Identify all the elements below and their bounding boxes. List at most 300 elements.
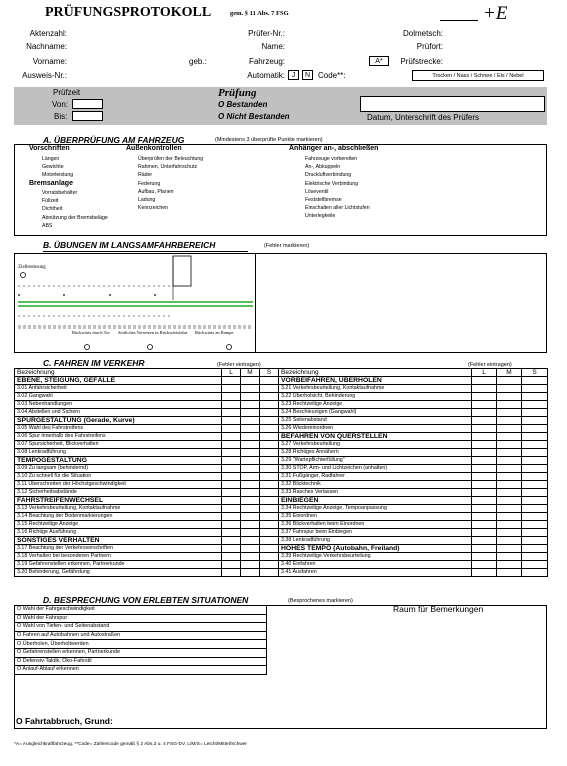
row-heading: SONSTIGES VERHALTEN bbox=[15, 537, 222, 545]
error-cell[interactable] bbox=[472, 545, 497, 553]
error-cell[interactable] bbox=[241, 465, 260, 473]
error-cell[interactable] bbox=[522, 425, 548, 433]
error-cell[interactable] bbox=[222, 401, 241, 409]
discussion-row[interactable] bbox=[15, 648, 267, 657]
label-nachname: Nachname: bbox=[26, 42, 67, 51]
error-cell[interactable] bbox=[260, 489, 279, 497]
von-input[interactable] bbox=[72, 99, 103, 109]
error-cell[interactable] bbox=[522, 441, 548, 449]
table-row bbox=[15, 561, 548, 569]
error-cell[interactable] bbox=[472, 409, 497, 417]
form-title: PRÜFUNGSPROTOKOLL bbox=[45, 5, 212, 20]
discussion-item[interactable]: O Wahl von Tiefen- und Seitenabstand bbox=[15, 623, 267, 632]
error-cell[interactable] bbox=[260, 409, 279, 417]
row-label: 3.29 "Wartepflichterfüllung" bbox=[279, 457, 472, 465]
section-b-title: B. ÜBUNGEN IM LANGSAMFAHRBEREICH bbox=[43, 240, 216, 250]
anhaenger-list bbox=[305, 155, 370, 221]
row-label: 3.24 Beschleunigen (Gangwahl) bbox=[279, 409, 472, 417]
discussion-item[interactable]: O Gefahrenstellen erkennen, Partnerkunde bbox=[15, 648, 267, 657]
row-label: 3.40 Einfahren bbox=[279, 561, 472, 569]
error-cell[interactable] bbox=[260, 529, 279, 537]
error-cell[interactable] bbox=[260, 377, 279, 385]
error-cell[interactable] bbox=[241, 537, 260, 545]
error-cell[interactable] bbox=[260, 465, 279, 473]
error-cell[interactable] bbox=[260, 457, 279, 465]
row-label: 3.02 Gangwahl bbox=[15, 393, 222, 401]
error-cell[interactable] bbox=[522, 409, 548, 417]
row-label: 3.10 Zu schnell für die Situation bbox=[15, 473, 222, 481]
error-cell[interactable] bbox=[472, 449, 497, 457]
error-cell[interactable] bbox=[260, 433, 279, 441]
error-cell[interactable] bbox=[522, 393, 548, 401]
row-heading: EINBIEGEN bbox=[279, 497, 472, 505]
table-row bbox=[15, 385, 548, 393]
error-cell[interactable] bbox=[497, 473, 522, 481]
check-item[interactable]: Löseventil bbox=[305, 188, 329, 195]
table-header-row bbox=[15, 369, 548, 377]
discussion-row[interactable] bbox=[15, 657, 267, 666]
row-heading: HOHES TEMPO (Autobahn, Freiland) bbox=[279, 545, 472, 553]
error-cell[interactable] bbox=[222, 473, 241, 481]
option-fahrtabbruch[interactable]: O Fahrtabbruch, Grund: bbox=[16, 716, 113, 726]
error-cell[interactable] bbox=[497, 497, 522, 505]
label-dolmetsch: Dolmetsch: bbox=[402, 29, 443, 38]
table-row bbox=[15, 481, 548, 489]
error-cell[interactable] bbox=[260, 473, 279, 481]
error-cell[interactable] bbox=[522, 561, 548, 569]
check-item[interactable]: Elektrische Verbindung bbox=[305, 180, 359, 187]
error-cell[interactable] bbox=[222, 545, 241, 553]
error-cell[interactable] bbox=[497, 417, 522, 425]
error-cell[interactable] bbox=[472, 385, 497, 393]
table-row bbox=[15, 521, 548, 529]
error-cell[interactable] bbox=[497, 529, 522, 537]
error-cell[interactable] bbox=[222, 449, 241, 457]
error-cell[interactable] bbox=[260, 521, 279, 529]
error-cell[interactable] bbox=[222, 385, 241, 393]
error-cell[interactable] bbox=[222, 569, 241, 577]
row-label: 3.20 Behinderung, Gefährdung bbox=[15, 569, 222, 577]
pylon-marker-2 bbox=[109, 294, 111, 296]
error-cell[interactable] bbox=[260, 513, 279, 521]
error-cell[interactable] bbox=[222, 505, 241, 513]
error-cell[interactable] bbox=[241, 505, 260, 513]
row-label: 3.11 Überschreiten der Höchstgeschwindigkeit bbox=[15, 481, 222, 489]
row-label: 3.25 Seitenabstand bbox=[279, 417, 472, 425]
discussion-item[interactable]: O Überholen, Überholtwerden bbox=[15, 640, 267, 649]
error-cell[interactable] bbox=[472, 393, 497, 401]
error-cell[interactable] bbox=[497, 393, 522, 401]
error-cell[interactable] bbox=[222, 489, 241, 497]
error-cell[interactable] bbox=[260, 497, 279, 505]
error-cell[interactable] bbox=[472, 489, 497, 497]
error-cell[interactable] bbox=[241, 417, 260, 425]
error-cell[interactable] bbox=[260, 569, 279, 577]
error-cell[interactable] bbox=[497, 401, 522, 409]
error-cell[interactable] bbox=[260, 425, 279, 433]
error-cell[interactable] bbox=[241, 425, 260, 433]
error-cell[interactable] bbox=[222, 465, 241, 473]
error-cell[interactable] bbox=[497, 433, 522, 441]
row-label: 3.36 Blickverhalten beim Einordnen bbox=[279, 521, 472, 529]
error-cell[interactable] bbox=[260, 449, 279, 457]
error-cell[interactable] bbox=[522, 505, 548, 513]
error-cell[interactable] bbox=[241, 489, 260, 497]
row-label: 3.41 Ausfahren bbox=[279, 569, 472, 577]
error-cell[interactable] bbox=[472, 505, 497, 513]
row-label: 3.17 Beachtung der Verkehrsvorschriften bbox=[15, 545, 222, 553]
error-cell[interactable] bbox=[241, 449, 260, 457]
discussion-row[interactable] bbox=[15, 614, 267, 623]
row-label: 3.19 Gefahrenstellen erkennen, Partnerkunde bbox=[15, 561, 222, 569]
check-item[interactable]: Federung bbox=[138, 180, 161, 187]
row-label: 3.34 Rechtzeitige Anzeige, Tempoanpassung bbox=[279, 505, 472, 513]
signature-box[interactable] bbox=[360, 96, 545, 112]
section-b-underline bbox=[43, 251, 248, 252]
error-cell[interactable] bbox=[522, 401, 548, 409]
error-cell[interactable] bbox=[472, 569, 497, 577]
error-cell[interactable] bbox=[497, 465, 522, 473]
weather-conditions-box[interactable]: Trocken / Nass / Schnee / Eis / Nebel bbox=[412, 70, 544, 81]
error-cell[interactable] bbox=[497, 505, 522, 513]
check-item[interactable]: An-, Abkuppeln bbox=[305, 164, 341, 171]
error-cell[interactable] bbox=[497, 449, 522, 457]
error-cell[interactable] bbox=[472, 417, 497, 425]
row-label: 3.01 Anfahrsicherheit bbox=[15, 385, 222, 393]
row-label: 3.32 Blicktechnik bbox=[279, 481, 472, 489]
error-cell[interactable] bbox=[497, 561, 522, 569]
row-heading: VORBEIFAHREN, ÜBERHOLEN bbox=[279, 377, 472, 385]
check-item[interactable]: Aufbau, Planen bbox=[138, 188, 174, 195]
error-cell[interactable] bbox=[241, 545, 260, 553]
automatik-j-box[interactable]: J bbox=[288, 70, 299, 80]
error-cell[interactable] bbox=[260, 537, 279, 545]
check-item[interactable]: ABS bbox=[42, 222, 53, 229]
row-label: 3.21 Verkehrsbeurteilung, Kontaktaufnahme bbox=[279, 385, 472, 393]
row-label: 3.15 Rechtzeitige Anzeige bbox=[15, 521, 222, 529]
error-cell[interactable] bbox=[472, 401, 497, 409]
error-cell[interactable] bbox=[241, 393, 260, 401]
section-c-title: C. FAHREN IM VERKEHR bbox=[43, 358, 145, 368]
discussion-row[interactable] bbox=[15, 623, 267, 632]
error-cell[interactable] bbox=[222, 561, 241, 569]
check-item[interactable]: Druckluftverbindung bbox=[305, 172, 352, 179]
table-row bbox=[15, 473, 548, 481]
row-label: 3.07 Spursicherheit, Blickverhalten bbox=[15, 441, 222, 449]
table-row bbox=[15, 569, 548, 577]
row-label: 3.09 Zu langsam (behindernd) bbox=[15, 465, 222, 473]
fahrzeug-class-box[interactable]: A* bbox=[369, 56, 389, 66]
check-item[interactable]: Vorratsbehälter bbox=[42, 190, 78, 196]
error-cell[interactable] bbox=[522, 457, 548, 465]
error-cell[interactable] bbox=[497, 513, 522, 521]
error-cell[interactable] bbox=[222, 457, 241, 465]
table-row bbox=[15, 425, 548, 433]
error-cell[interactable] bbox=[241, 513, 260, 521]
row-label: 3.03 Nebenhandlungen bbox=[15, 401, 222, 409]
discussion-row[interactable] bbox=[15, 606, 267, 615]
discussion-item[interactable]: O Anlauf-Ablauf erkennen bbox=[15, 666, 267, 675]
check-item[interactable]: Einschalten aller Lichtstufen bbox=[305, 205, 370, 212]
footer-legend: *A= Ausgleichkraftfahrzeug, **Code= Zahlencode gemäß § 2 Abs.3 u. 4 FSG-DV, L/M/S= Leicht/Mittel/Schwer bbox=[14, 742, 247, 747]
check-item[interactable]: Gewichte bbox=[42, 164, 64, 171]
check-item[interactable]: Füllzeit bbox=[42, 198, 59, 205]
error-cell[interactable] bbox=[260, 401, 279, 409]
row-label: 3.18 Verhalten bei besonderen Partnern bbox=[15, 553, 222, 561]
option-bestanden[interactable]: O Bestanden bbox=[218, 100, 268, 109]
label-zielbremsung: Zielbremsung bbox=[18, 265, 46, 270]
col-col_l: L bbox=[222, 369, 241, 377]
automatik-n-box[interactable]: N bbox=[302, 70, 313, 80]
error-cell[interactable] bbox=[241, 481, 260, 489]
table-row bbox=[15, 553, 548, 561]
label-aktenzahl: Aktenzahl: bbox=[29, 29, 67, 38]
label-geb: geb.: bbox=[189, 57, 207, 66]
circle-tor bbox=[85, 345, 90, 350]
error-cell[interactable] bbox=[472, 433, 497, 441]
table-row bbox=[15, 505, 548, 513]
label-ausweis: Ausweis-Nr.: bbox=[22, 71, 67, 80]
row-heading: SPURGESTALTUNG (Gerade, Kurve) bbox=[15, 417, 222, 425]
error-cell[interactable] bbox=[472, 457, 497, 465]
table-row bbox=[15, 377, 548, 385]
error-cell[interactable] bbox=[472, 465, 497, 473]
row-label: 3.13 Verkehrsbeurteilung, Kontaktaufnahme bbox=[15, 505, 222, 513]
error-cell[interactable] bbox=[241, 473, 260, 481]
error-cell[interactable] bbox=[497, 545, 522, 553]
table-row bbox=[15, 465, 548, 473]
error-cell[interactable] bbox=[222, 497, 241, 505]
error-cell[interactable] bbox=[497, 457, 522, 465]
check-item[interactable]: Abnützung der Bremsbeläge bbox=[42, 214, 108, 221]
error-cell[interactable] bbox=[497, 441, 522, 449]
label-raum-bemerkungen: Raum für Bemerkungen bbox=[393, 604, 484, 614]
error-cell[interactable] bbox=[522, 481, 548, 489]
error-cell[interactable] bbox=[241, 433, 260, 441]
aussenkontrollen-list bbox=[138, 155, 203, 212]
error-cell[interactable] bbox=[472, 529, 497, 537]
error-cell[interactable] bbox=[472, 481, 497, 489]
error-cell[interactable] bbox=[522, 377, 548, 385]
error-cell[interactable] bbox=[497, 521, 522, 529]
section-b-note: (Fehler markieren) bbox=[264, 243, 310, 249]
label-rampe: Rückwärts an Rampe bbox=[195, 330, 234, 335]
error-cell[interactable] bbox=[497, 537, 522, 545]
error-cell[interactable] bbox=[241, 553, 260, 561]
error-cell[interactable] bbox=[222, 393, 241, 401]
error-cell[interactable] bbox=[241, 521, 260, 529]
error-cell[interactable] bbox=[497, 425, 522, 433]
row-label: 3.38 Lenkradführung bbox=[279, 537, 472, 545]
label-pruefzeit: Prüfzeit bbox=[53, 88, 81, 97]
anhaenger-head: Anhänger an-, abschließen bbox=[289, 145, 379, 152]
pylon-marker-0 bbox=[18, 294, 20, 296]
error-cell[interactable] bbox=[222, 417, 241, 425]
check-item[interactable]: Räder bbox=[138, 172, 153, 179]
row-heading: FAHRSTREIFENWECHSEL bbox=[15, 497, 222, 505]
check-item[interactable]: Ladung bbox=[138, 197, 156, 204]
label-von: Von: bbox=[52, 100, 69, 109]
aussenkontrollen-head: Außenkontrollen bbox=[126, 145, 182, 152]
error-cell[interactable] bbox=[222, 377, 241, 385]
error-cell[interactable] bbox=[522, 497, 548, 505]
error-cell[interactable] bbox=[522, 449, 548, 457]
error-cell[interactable] bbox=[222, 481, 241, 489]
zielbremsung-circle bbox=[21, 273, 26, 278]
check-item[interactable]: Feststellbremse bbox=[305, 197, 342, 204]
error-cell[interactable] bbox=[522, 473, 548, 481]
maneuver-diagram bbox=[15, 254, 255, 352]
error-cell[interactable] bbox=[522, 385, 548, 393]
error-cell[interactable] bbox=[222, 409, 241, 417]
error-cell[interactable] bbox=[222, 553, 241, 561]
check-item[interactable]: Fahrzeuge vorbereiten bbox=[305, 156, 358, 162]
error-cell[interactable] bbox=[241, 377, 260, 385]
error-cell[interactable] bbox=[522, 465, 548, 473]
error-cell[interactable] bbox=[522, 569, 548, 577]
error-cell[interactable] bbox=[522, 545, 548, 553]
label-automatik: Automatik: bbox=[247, 71, 285, 80]
error-cell[interactable] bbox=[472, 473, 497, 481]
circle-versetzen bbox=[148, 345, 153, 350]
table-row bbox=[15, 529, 548, 537]
label-seitliches-versetzen: Seitliches Versetzen in Rückwärtsfahrt bbox=[118, 330, 188, 335]
row-label: 3.30 STOP, Arm- und Lichtzeichen (anhalten) bbox=[279, 465, 472, 473]
discussion-item[interactable]: O Defensiv-Taktik, Öko-Fahrstil bbox=[15, 657, 267, 666]
row-label: 3.06 Spur innerhalb des Fahrstreifens bbox=[15, 433, 222, 441]
table-row bbox=[15, 537, 548, 545]
error-cell[interactable] bbox=[241, 385, 260, 393]
error-cell[interactable] bbox=[222, 441, 241, 449]
error-cell[interactable] bbox=[222, 425, 241, 433]
error-cell[interactable] bbox=[260, 561, 279, 569]
row-label: 3.08 Lenkradführung bbox=[15, 449, 222, 457]
col-bezeichnung: Bezeichnung bbox=[15, 369, 222, 377]
error-cell[interactable] bbox=[497, 409, 522, 417]
error-cell[interactable] bbox=[222, 433, 241, 441]
error-cell[interactable] bbox=[260, 441, 279, 449]
grade-line bbox=[440, 20, 478, 21]
col-right-col_s: S bbox=[522, 369, 548, 377]
pylon-marker-3 bbox=[154, 294, 156, 296]
error-cell[interactable] bbox=[522, 513, 548, 521]
error-cell[interactable] bbox=[472, 561, 497, 569]
row-label: 3.04 Abstellen und Sichern bbox=[15, 409, 222, 417]
error-cell[interactable] bbox=[522, 537, 548, 545]
error-cell[interactable] bbox=[260, 505, 279, 513]
row-label: 3.14 Beachtung der Bodenmarkierungen bbox=[15, 513, 222, 521]
error-cell[interactable] bbox=[522, 417, 548, 425]
error-cell[interactable] bbox=[241, 441, 260, 449]
error-cell[interactable] bbox=[241, 409, 260, 417]
error-cell[interactable] bbox=[241, 569, 260, 577]
row-heading: BEFAHREN VON QUERSTELLEN bbox=[279, 433, 472, 441]
error-cell[interactable] bbox=[522, 529, 548, 537]
error-cell[interactable] bbox=[472, 497, 497, 505]
error-cell[interactable] bbox=[472, 521, 497, 529]
pylon-marker-1 bbox=[63, 294, 65, 296]
error-cell[interactable] bbox=[522, 489, 548, 497]
label-pruefstrecke: Prüfstrecke: bbox=[400, 57, 443, 66]
error-cell[interactable] bbox=[472, 513, 497, 521]
check-item[interactable]: Rahmen, Unterfahrschutz bbox=[138, 164, 198, 171]
section-d-title: D. BESPRECHUNG VON ERLEBTEN SITUATIONEN bbox=[43, 595, 249, 605]
check-item[interactable]: Dichtheit bbox=[42, 206, 63, 213]
label-rueckwaerts-tor: Rückwärts durch Tor bbox=[72, 330, 110, 335]
check-item[interactable]: Längen bbox=[42, 156, 60, 162]
discussion-item[interactable]: O Wahl der Fahrspur bbox=[15, 614, 267, 623]
discussion-item[interactable]: O Wahl der Fahrgeschwindigkeit bbox=[15, 606, 267, 615]
error-cell[interactable] bbox=[241, 457, 260, 465]
error-cell[interactable] bbox=[497, 377, 522, 385]
error-cell[interactable] bbox=[472, 377, 497, 385]
error-cell[interactable] bbox=[260, 417, 279, 425]
row-label: 3.37 Fahrspur beim Einbiegen bbox=[279, 529, 472, 537]
section-b-divider bbox=[255, 253, 256, 353]
error-cell[interactable] bbox=[497, 481, 522, 489]
vorschriften-head: Vorschriften bbox=[29, 145, 70, 152]
bremsanlage-list bbox=[42, 189, 108, 230]
error-cell[interactable] bbox=[222, 521, 241, 529]
check-item[interactable]: Kennzeichen bbox=[138, 205, 168, 212]
check-item[interactable]: Motorleistung bbox=[42, 172, 74, 179]
error-cell[interactable] bbox=[497, 569, 522, 577]
error-cell[interactable] bbox=[241, 401, 260, 409]
error-cell[interactable] bbox=[260, 393, 279, 401]
error-cell[interactable] bbox=[241, 529, 260, 537]
error-cell[interactable] bbox=[222, 529, 241, 537]
error-cell[interactable] bbox=[260, 545, 279, 553]
error-cell[interactable] bbox=[241, 561, 260, 569]
table-row bbox=[15, 409, 548, 417]
table-row bbox=[15, 441, 548, 449]
label-pruefer-nr: Prüfer-Nr.: bbox=[248, 29, 285, 38]
label-code: Code**: bbox=[318, 71, 346, 80]
error-cell[interactable] bbox=[522, 433, 548, 441]
error-cell[interactable] bbox=[522, 521, 548, 529]
table-row bbox=[15, 513, 548, 521]
error-cell[interactable] bbox=[222, 513, 241, 521]
error-cell[interactable] bbox=[497, 385, 522, 393]
row-label: 3.16 Richtige Ausführung bbox=[15, 529, 222, 537]
error-cell[interactable] bbox=[497, 489, 522, 497]
error-cell[interactable] bbox=[522, 553, 548, 561]
discussion-row[interactable] bbox=[15, 666, 267, 675]
option-nicht-bestanden[interactable]: O Nicht Bestanden bbox=[218, 112, 290, 121]
bremsanlage-head: Bremsanlage bbox=[29, 180, 73, 187]
error-cell[interactable] bbox=[472, 553, 497, 561]
error-cell[interactable] bbox=[241, 497, 260, 505]
label-name: Name: bbox=[261, 42, 285, 51]
error-cell[interactable] bbox=[260, 385, 279, 393]
error-cell[interactable] bbox=[472, 537, 497, 545]
bis-input[interactable] bbox=[72, 111, 103, 121]
pruefung-heading: Prüfung bbox=[218, 87, 257, 99]
discussion-list bbox=[14, 605, 267, 675]
check-item[interactable]: Unterlegkeile bbox=[305, 213, 336, 220]
error-cell[interactable] bbox=[472, 425, 497, 433]
error-cell[interactable] bbox=[472, 441, 497, 449]
error-cell[interactable] bbox=[260, 481, 279, 489]
discussion-row[interactable] bbox=[15, 631, 267, 640]
check-item[interactable]: Überprüfen der Beleuchtung bbox=[138, 156, 204, 162]
error-cell[interactable] bbox=[260, 553, 279, 561]
discussion-row[interactable] bbox=[15, 640, 267, 649]
discussion-item[interactable]: O Fahren auf Autobahnen und Autostraßen bbox=[15, 631, 267, 640]
row-label: 3.05 Wahl des Fahrstreifens bbox=[15, 425, 222, 433]
error-cell[interactable] bbox=[497, 553, 522, 561]
error-cell[interactable] bbox=[222, 537, 241, 545]
